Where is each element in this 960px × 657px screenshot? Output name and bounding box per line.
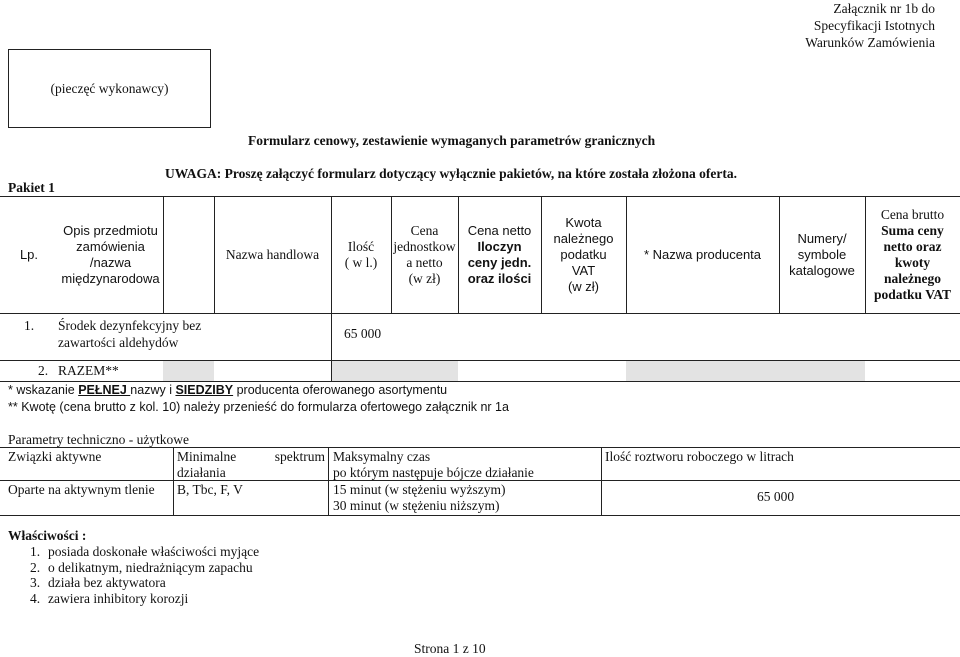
total-lp: 2. [38, 363, 49, 378]
shade-cell [779, 360, 865, 381]
header-unit-price-label: Cena jednostkow a netto [393, 222, 456, 270]
properties-list [30, 544, 259, 606]
header-catalog-numbers: Numery/ symbole katalogowe [789, 230, 855, 278]
shade-cell [163, 360, 214, 381]
params-row-time [333, 482, 505, 514]
header-unit-price-unit: (w zł) [408, 270, 441, 286]
header-description: Opis przedmiotu zamówienia /nazwa międzynarodowa [61, 222, 160, 286]
form-title: Formularz cenowy, zestawienie wymaganych parametrów granicznych [248, 133, 656, 148]
header-net-price-label: Cena netto [467, 222, 532, 238]
note-producer [8, 383, 447, 397]
list-item-text: zawiera inhibitory korozji [48, 590, 189, 606]
header-gross-price-label: Cena brutto [880, 206, 945, 222]
list-item-text: posiada doskonałe właściwości myjące [48, 544, 260, 559]
list-item [30, 560, 259, 576]
header-quantity-label: Ilość [347, 238, 375, 254]
params-col-time-line1: Maksymalny czas [333, 449, 431, 464]
header-gross-price-formula: Suma ceny netto oraz kwoty należnego podatku VAT [874, 222, 951, 302]
row-1-description: Środek dezynfekcyjny bez zawartości aldehydów [58, 318, 202, 350]
header-vat-amount-label: Kwota należnego podatku VAT [553, 214, 614, 278]
row-1-quantity: 65 000 [344, 326, 382, 341]
note-suffix: producenta oferowanego asortymentu [233, 383, 448, 397]
params-row-spectrum: B, Tbc, F, V [177, 482, 243, 497]
header-gross-price [865, 196, 960, 313]
properties-title: Właściwości : [8, 528, 87, 543]
note-prefix: * wskazanie [8, 383, 79, 397]
note-bold-seat: SIEDZIBY [175, 383, 234, 397]
attachment-line-1: Załącznik nr 1b do [833, 1, 935, 16]
parameters-title: Parametry techniczno - użytkowe [8, 432, 190, 447]
header-net-price [458, 196, 541, 313]
header-vat-amount-unit: (w zł) [567, 278, 600, 294]
header-lp: Lp. [19, 246, 39, 262]
note-bold-full: PEŁNEJ [78, 383, 131, 397]
shade-cell [331, 360, 391, 381]
shade-cell [391, 360, 458, 381]
list-item-text: działa bez aktywatora [48, 575, 166, 590]
row-1-lp: 1. [24, 318, 35, 333]
shade-cell [626, 360, 779, 381]
list-item-number: 2. [30, 559, 41, 575]
list-item [30, 575, 259, 591]
list-item [30, 544, 259, 560]
list-item-number: 4. [30, 590, 41, 606]
total-label: RAZEM** [58, 363, 119, 378]
params-col-compounds: Związki aktywne [8, 449, 102, 464]
note-gross-transfer: ** Kwotę (cena brutto z kol. 10) należy przenieść do formularza ofertowego załącznik nr 1a [8, 400, 509, 414]
header-producer: * Nazwa producenta [643, 246, 762, 262]
list-item [30, 591, 259, 607]
note-mid: nazwy i [130, 383, 176, 397]
header-quantity [331, 196, 391, 313]
params-row-time-line1: 15 minut (w stężeniu wyższym) [333, 482, 506, 497]
header-vat-amount [541, 196, 626, 313]
page-footer: Strona 1 z 10 [414, 641, 486, 656]
list-item-number: 1. [30, 544, 41, 559]
params-col-spectrum: Minimalne spektrum działania [177, 449, 325, 480]
params-row-time-line2: 30 minut (w stężeniu niższym) [333, 498, 500, 513]
attachment-reference [735, 0, 935, 51]
params-row-compounds: Oparte na aktywnym tlenie [8, 482, 155, 497]
attachment-line-3: Warunków Zamówienia [805, 35, 935, 50]
list-item-number: 3. [30, 575, 41, 590]
list-item-text: o delikatnym, niedrażniącym zapachu [48, 559, 253, 575]
params-col-solution: Ilość roztworu roboczego w litrach [605, 449, 794, 464]
attachment-line-2: Specyfikacji Istotnych [813, 18, 935, 33]
header-unit-price [391, 196, 458, 313]
contractor-stamp-box [8, 49, 211, 128]
params-col-time [333, 449, 534, 481]
package-label: Pakiet 1 [8, 180, 55, 195]
header-net-price-formula: Iloczyn ceny jedn. oraz ilości [467, 238, 532, 286]
header-quantity-unit: ( w l.) [344, 254, 378, 270]
stamp-label: (pieczęć wykonawcy) [50, 80, 169, 96]
params-col-time-line2: po którym następuje bójcze działanie [333, 465, 534, 480]
header-trade-name: Nazwa handlowa [225, 246, 320, 262]
params-row-solution: 65 000 [757, 489, 795, 504]
notice: UWAGA: Proszę załączyć formularz dotyczący wyłącznie pakietów, na które została złożona oferta. [165, 166, 737, 181]
